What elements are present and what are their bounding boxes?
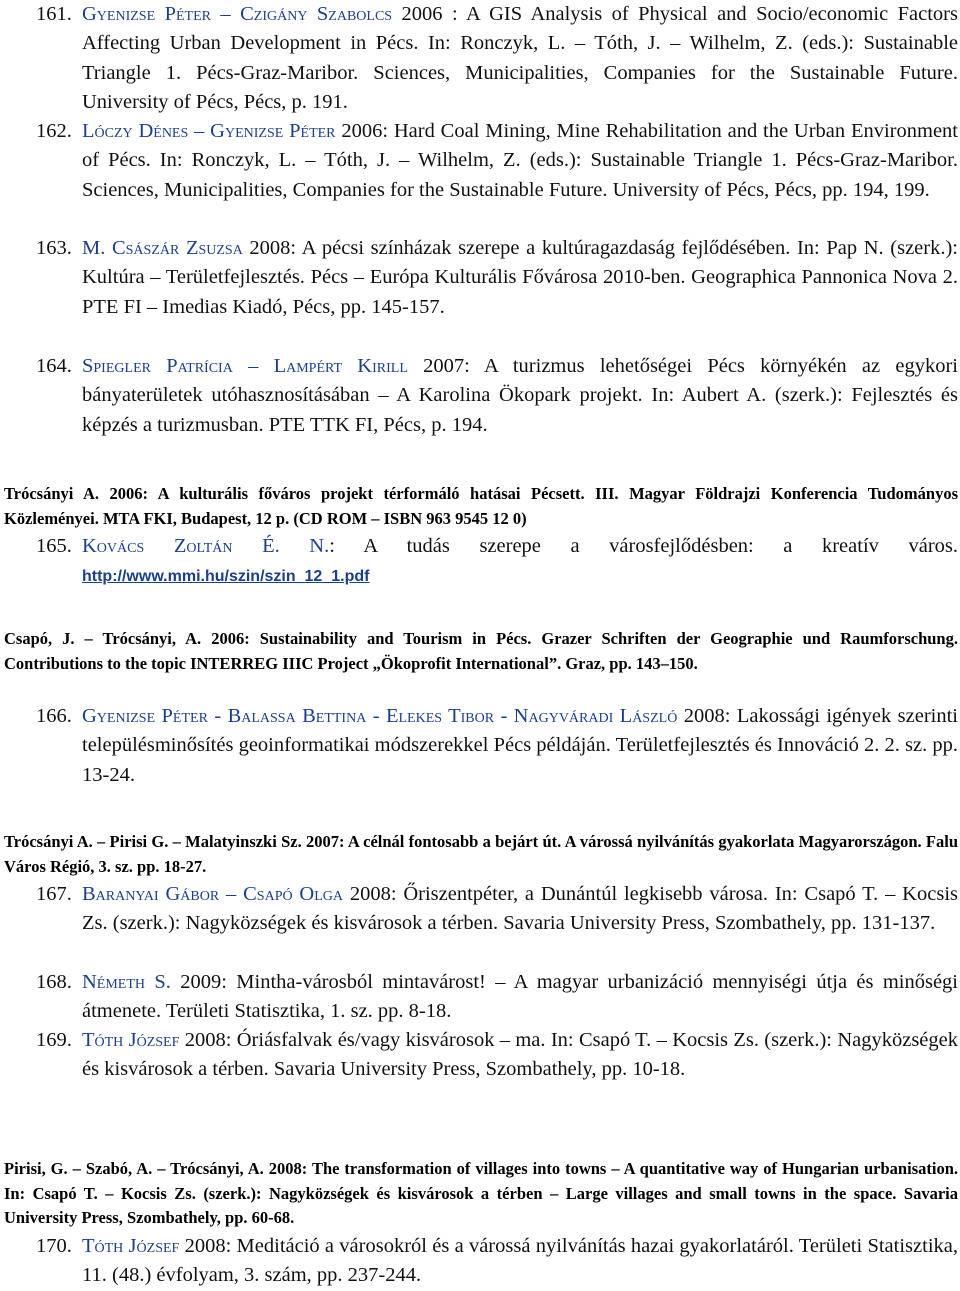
reference-text: 2008: Meditáció a városokról és a várossá nyilvánítás hazai gyakorlatáról. Területi Statisztika, 11. (48.) évfolyam, 3. szám, pp. 237-244. xyxy=(82,1235,958,1287)
reference-text: 2009: Mintha-városból mintavárost! – A magyar urbanizáció mennyiségi útja és minőségi átmenete. Területi Statisztika, 1. sz. pp. 8-18. xyxy=(82,971,958,1023)
reference-number: 169. xyxy=(36,1029,72,1051)
reference-text: 2008: Őriszentpéter, a Dunántúl legkisebb városa. In: Csapó T. – Kocsis Zs. (szerk.): Nagyközségek és kisvárosok a térben. Savaria University Press, Szombathely, pp. 131-137. xyxy=(82,883,958,935)
reference-166 xyxy=(36,702,958,790)
reference-authors: Kovács Zoltán É. N. xyxy=(82,535,330,557)
reference-authors: Tóth József xyxy=(82,1235,180,1257)
reference-text: : A tudás szerepe a városfejlődésben: a kreatív város. xyxy=(329,535,958,557)
note-pirisi-2008: Pirisi, G. – Szabó, A. – Trócsányi, A. 2008: The transformation of villages into towns – A quantitative way of Hungarian urbanisation. In: Csapó T. – Kocsis Zs. (szerk.): Nagyközségek és kisvárosok a térben – Large villages and small towns in the space. Savaria University Press, Szombathely, pp. 60-68. xyxy=(4,1159,958,1227)
pdf-link[interactable]: http://www.mmi.hu/szin/szin_12_1.pdf xyxy=(82,568,370,586)
reference-text: 2008: A pécsi színházak szerepe a kultúragazdaság fejlődésében. In: Pap N. (szerk.): Kultúra – Területfejlesztés. Pécs – Európa Kulturális Fővárosa 2010-ben. Geographica Pannonica Nova 2. PTE FI – Imedias Kiadó, Pécs, pp. 145-157. xyxy=(82,237,959,318)
reference-authors: Gyenizse Péter - Balassa Bettina - Elekes Tibor - Nagyváradi László xyxy=(82,705,678,727)
reference-162 xyxy=(36,117,958,205)
reference-authors: Németh S. xyxy=(82,971,171,993)
reference-number: 167. xyxy=(36,883,72,905)
reference-number: 163. xyxy=(36,237,72,259)
reference-169 xyxy=(36,1026,958,1085)
reference-number: 161. xyxy=(36,3,72,25)
reference-text: 2006: Hard Coal Mining, Mine Rehabilitation and the Urban Environment of Pécs. In: Ronczyk, L. – Tóth, J. – Wilhelm, Z. (eds.): Sustainable Triangle 1. Pécs-Graz-Maribor. Sciences, Municipalities, Companies for the Sustainable Future. University of Pécs, Pécs, pp. 194, 199. xyxy=(82,120,958,201)
reference-number: 166. xyxy=(36,705,72,727)
reference-165 xyxy=(36,532,958,592)
reference-authors: M. Császár Zsuzsa xyxy=(82,237,243,259)
reference-text: 2008: Lakossági igények szerinti településminősítés geoinformatikai módszerekkel Pécs példáján. Területfejlesztés és Innováció 2. 2. sz. pp. 13-24. xyxy=(82,705,959,786)
reference-authors: Gyenizse Péter – Czigány Szabolcs xyxy=(82,3,393,25)
reference-text: 2006 : A GIS Analysis of Physical and Socio/economic Factors Affecting Urban Development in Pécs. In: Ronczyk, L. – Tóth, J. – Wilhelm, Z. (eds.): Sustainable Triangle 1. Pécs-Graz-Maribor. Sciences, Municipalities, Companies for the Sustainable Future. University of Pécs, Pécs, p. 191. xyxy=(82,3,958,113)
reference-number: 170. xyxy=(36,1235,72,1257)
reference-authors: Baranyai Gábor – Csapó Olga xyxy=(82,883,343,905)
note-csapo-trocsanyi-2006: Csapó, J. – Trócsányi, A. 2006: Sustainability and Tourism in Pécs. Grazer Schriften der Geographie und Raumforschung. Contributions to the topic INTERREG IIIC Project „Ökoprofit International”. Graz, pp. 143–150. xyxy=(4,629,958,673)
reference-text: 2008: Óriásfalvak és/vagy kisvárosok – ma. In: Csapó T. – Kocsis Zs. (szerk.): Nagyközségek és kisvárosok a térben. Savaria University Press, Szombathely, pp. 10-18. xyxy=(82,1029,959,1081)
reference-163 xyxy=(36,234,958,322)
reference-authors: Tóth József xyxy=(82,1029,180,1051)
note-trocsanyi-pirisi-2007: Trócsányi A. – Pirisi G. – Malatyinszki Sz. 2007: A célnál fontosabb a bejárt út. A várossá nyilvánítás gyakorlata Magyarországon. Falu Város Régió, 3. sz. pp. 18-27. xyxy=(4,832,958,876)
reference-authors: Lóczy Dénes – Gyenizse Péter xyxy=(82,120,336,142)
reference-164 xyxy=(36,352,958,440)
reference-number: 162. xyxy=(36,120,72,142)
note-trocsanyi-2006: Trócsányi A. 2006: A kulturális főváros projekt térformáló hatásai Pécsett. III. Magyar Földrajzi Konferencia Tudományos Közleményei. MTA FKI, Budapest, 12 p. (CD ROM – ISBN 963 9545 12 0) xyxy=(4,484,958,528)
reference-170 xyxy=(36,1232,958,1291)
reference-167 xyxy=(36,880,958,939)
reference-number: 165. xyxy=(36,535,72,557)
reference-161 xyxy=(36,0,958,117)
reference-authors: Spiegler Patrícia – Lampért Kirill xyxy=(82,355,408,377)
reference-number: 168. xyxy=(36,971,72,993)
reference-168 xyxy=(36,968,958,1027)
reference-text: 2007: A turizmus lehetőségei Pécs környékén az egykori bányaterületek utóhasznosításában – A Karolina Ökopark projekt. In: Aubert A. (szerk.): Fejlesztés és képzés a turizmusban. PTE TTK FI, Pécs, p. 194. xyxy=(82,355,958,436)
reference-number: 164. xyxy=(36,355,72,377)
